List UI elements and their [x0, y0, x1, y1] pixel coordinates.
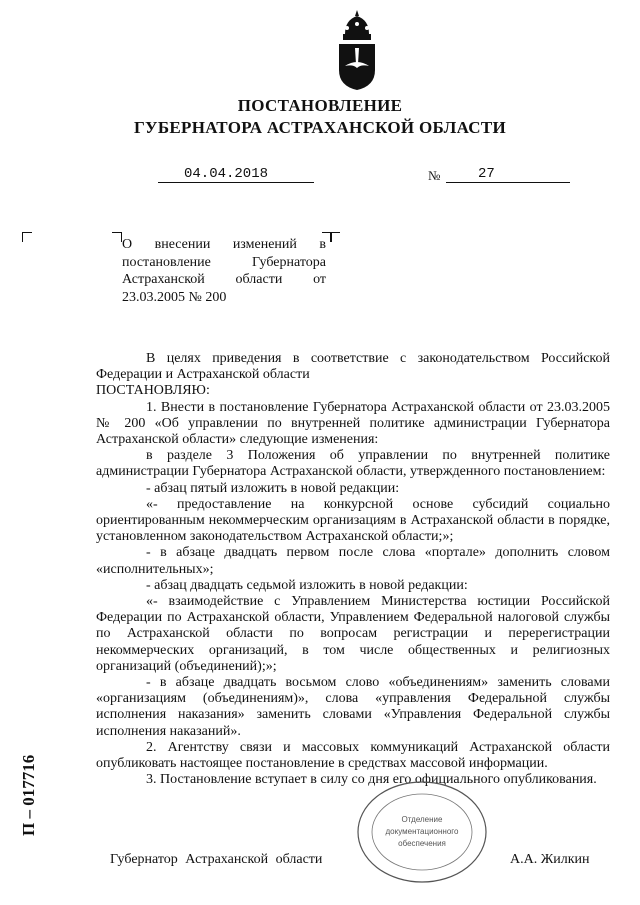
corner-mark-left [22, 232, 32, 242]
body-bullet-3-text: «- взаимодействие с Управлением Министерства юстиции Российской Федерации по Астраханской области, Управлением Федеральной налоговой службы по Астраханской области по вопросам регистрации и перерегистрации некоммерческих организаций, в том числе общественных и религиозных организаций (объединений);»; [96, 594, 610, 674]
body-bullet-3: - абзац двадцать седьмой изложить в новой редакции: [146, 577, 468, 593]
signature-name: А.А. Жилкин [510, 852, 590, 867]
body-bullet-2: - в абзаце двадцать первом после слова «портале» дополнить словом «исполнительных»; [96, 545, 610, 577]
signature-position: Губернатор Астраханской области [110, 852, 323, 867]
document-title: ПОСТАНОВЛЕНИЕ [237, 96, 403, 115]
stamp-line-2: документационного [385, 827, 459, 836]
side-code-text: П – 017716 [19, 754, 38, 836]
corner-mark-subject-left [112, 232, 122, 242]
body-decree: ПОСТАНОВЛЯЮ: [96, 383, 210, 399]
document-number: 27 [478, 166, 495, 182]
body-item-1-sub: в разделе 3 Положения об управлении по внутренней политике администрации Губернатора Астраханской области, утвержденного постановлением: [96, 448, 610, 480]
official-stamp [354, 778, 490, 886]
body-bullet-1: - абзац пятый изложить в новой редакции: [146, 480, 400, 496]
document-body [96, 351, 610, 788]
document-date: 04.04.2018 [184, 166, 269, 182]
document-subject: О внесении изменений в постановление Губернатора Астраханской области от 23.03.2005 № 200 [122, 237, 326, 305]
number-underline [446, 182, 570, 183]
stamp-line-1: Отделение [401, 815, 443, 824]
body-intro: В целях приведения в соответствие с законодательством Российской Федерации и Астраханской области [96, 351, 610, 383]
date-underline [158, 182, 314, 183]
body-bullet-4: - в абзаце двадцать восьмом слово «объединениям» заменить словами «организациям (объединениям)», слова «управления Федеральной службы исполнения наказания» заменить словами «Управления Федеральной службы исполнения наказаний». [96, 675, 610, 739]
body-item-3: 3. Постановление вступает в силу со дня его официального опубликования. [146, 772, 597, 788]
document-issuer: ГУБЕРНАТОРА АСТРАХАНСКОЙ ОБЛАСТИ [133, 118, 507, 137]
body-item-1: 1. Внести в постановление Губернатора Астраханской области от 23.03.2005 № 200 «Об управлении по внутренней политике администрации Губернатора Астраханской области» следующие изменения: [96, 399, 610, 448]
body-item-2: 2. Агентству связи и массовых коммуникаций Астраханской области опубликовать настоящее постановление в средствах массовой информации. [96, 739, 610, 772]
stamp-line-3: обеспечения [398, 839, 446, 848]
coat-of-arms-emblem [331, 8, 383, 92]
body-bullet-1-text: «- предоставление на конкурсной основе субсидий социально ориентированным некоммерческим организациям в Астраханской области в порядке, установленном законодательством Астраханской области;»; [96, 496, 610, 545]
number-label: № [428, 168, 441, 183]
side-registration-code [12, 700, 42, 840]
